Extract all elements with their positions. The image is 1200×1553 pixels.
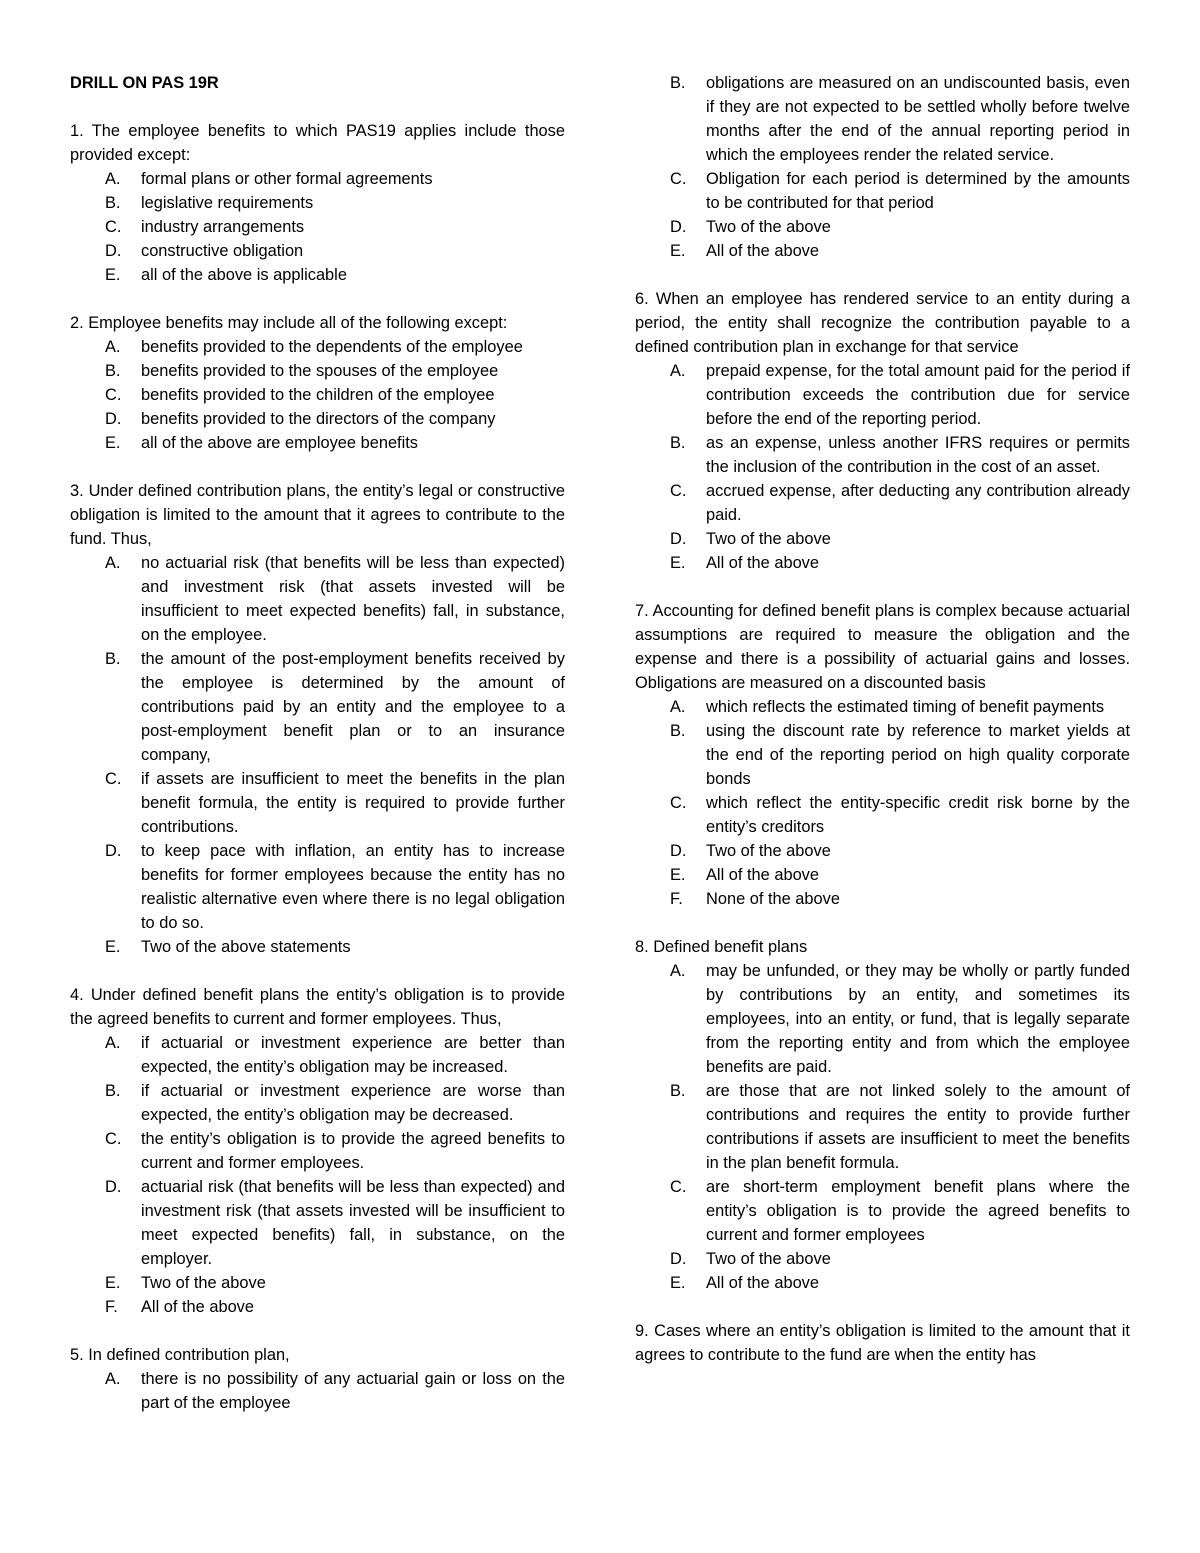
option-letter: D.	[105, 410, 122, 428]
option-text: Two of the above	[706, 218, 831, 236]
answer-option	[70, 551, 565, 647]
answer-option	[70, 239, 565, 263]
option-text: Two of the above statements	[141, 938, 351, 956]
option-letter: D.	[670, 218, 687, 236]
answer-option	[70, 335, 565, 359]
answer-option	[70, 359, 565, 383]
option-text: industry arrangements	[141, 218, 305, 236]
option-text: legislative requirements	[141, 194, 314, 212]
option-text: constructive obligation	[141, 242, 304, 260]
option-letter: D.	[670, 1250, 687, 1268]
question-item	[635, 599, 1130, 911]
question-item	[635, 1319, 1130, 1367]
answer-option	[70, 431, 565, 455]
option-text: accrued expense, after deducting any contribution already paid.	[706, 482, 1130, 524]
option-text: actuarial risk (that benefits will be less than expected) and investment risk (that assets invested will be insufficient to meet expected benefits) fall, in substance, on the employer.	[141, 1178, 565, 1268]
option-text: which reflect the entity-specific credit risk borne by the entity’s creditors	[706, 794, 1130, 836]
option-letter: E.	[670, 554, 686, 572]
answer-option	[635, 239, 1130, 263]
answer-option	[635, 839, 1130, 863]
option-letter: C.	[105, 386, 122, 404]
option-letter: C.	[670, 482, 687, 500]
option-text: no actuarial risk (that benefits will be less than expected) and investment risk (that assets invested will be insufficient to meet expected benefits) fall, in substance, on the employee.	[141, 554, 565, 644]
option-text: using the discount rate by reference to market yields at the end of the reporting period on high quality corporate bonds	[706, 722, 1130, 788]
question-stem: 6. When an employee has rendered service to an entity during a period, the entity shall recognize the contribution payable to a defined contribution plan in exchange for that service	[635, 290, 1130, 356]
option-text: the entity’s obligation is to provide the agreed benefits to current and former employees.	[141, 1130, 565, 1172]
question-item	[70, 119, 565, 287]
answer-option	[70, 647, 565, 767]
answer-option	[635, 71, 1130, 167]
option-letter: B.	[670, 74, 686, 92]
question-stem: 3. Under defined contribution plans, the entity’s legal or constructive obligation is limited to the amount that it agrees to contribute to the fund. Thus,	[70, 482, 565, 548]
option-letter: F.	[670, 890, 683, 908]
answer-option	[70, 263, 565, 287]
option-letter: D.	[670, 530, 687, 548]
right-column	[635, 71, 1130, 1391]
option-text: are short-term employment benefit plans where the entity’s obligation is to provide the agreed benefits to current and former employees	[706, 1178, 1130, 1244]
option-text: the amount of the post-employment benefits received by the employee is determined by the amount of contributions paid by an entity and the employee to a post-employment benefit plan or to an insurance company,	[141, 650, 565, 764]
option-letter: C.	[105, 1130, 122, 1148]
answer-option	[70, 215, 565, 239]
option-text: formal plans or other formal agreements	[141, 170, 433, 188]
option-letter: B.	[105, 650, 121, 668]
question-stem: 9. Cases where an entity’s obligation is limited to the amount that it agrees to contribute to the fund are when the entity has	[635, 1322, 1130, 1364]
option-text: if actuarial or investment experience are better than expected, the entity’s obligation may be increased.	[141, 1034, 565, 1076]
option-text: are those that are not linked solely to the amount of contributions and requires the entity to provide further contributions if assets are insufficient to meet the benefits in the plan benefit formula.	[706, 1082, 1130, 1172]
answer-option	[635, 431, 1130, 479]
question-item	[635, 935, 1130, 1295]
answer-option	[635, 527, 1130, 551]
option-letter: A.	[670, 362, 686, 380]
option-letter: E.	[105, 1274, 121, 1292]
option-letter: C.	[105, 770, 122, 788]
answer-option	[635, 719, 1130, 791]
option-text: prepaid expense, for the total amount paid for the period if contribution exceeds the contribution due for service before the end of the reporting period.	[706, 362, 1130, 428]
document-title: DRILL ON PAS 19R	[70, 74, 219, 92]
option-text: benefits provided to the directors of the company	[141, 410, 496, 428]
option-letter: A.	[105, 1370, 121, 1388]
answer-option	[70, 767, 565, 839]
answer-option	[70, 1295, 565, 1319]
option-text: if assets are insufficient to meet the benefits in the plan benefit formula, the entity is required to provide further contributions.	[141, 770, 565, 836]
option-letter: C.	[670, 1178, 687, 1196]
option-text: Two of the above	[706, 530, 831, 548]
option-letter: A.	[670, 962, 686, 980]
option-text: All of the above	[706, 1274, 819, 1292]
question-item	[70, 1343, 565, 1415]
option-text: benefits provided to the children of the employee	[141, 386, 495, 404]
question-stem: 1. The employee benefits to which PAS19 applies include those provided except:	[70, 122, 565, 164]
option-text: there is no possibility of any actuarial gain or loss on the part of the employee	[141, 1370, 565, 1412]
answer-option	[70, 1079, 565, 1127]
option-letter: B.	[105, 1082, 121, 1100]
option-letter: E.	[670, 242, 686, 260]
answer-option	[635, 1271, 1130, 1295]
option-letter: E.	[670, 1274, 686, 1292]
option-letter: B.	[670, 1082, 686, 1100]
option-letter: B.	[670, 722, 686, 740]
question-stem: 8. Defined benefit plans	[635, 938, 808, 956]
answer-option	[635, 791, 1130, 839]
option-text: which reflects the estimated timing of benefit payments	[706, 698, 1105, 716]
option-text: All of the above	[706, 242, 819, 260]
answer-option	[635, 551, 1130, 575]
option-text: Two of the above	[706, 1250, 831, 1268]
option-letter: A.	[105, 338, 121, 356]
option-text: if actuarial or investment experience are worse than expected, the entity’s obligation may be decreased.	[141, 1082, 565, 1124]
answer-option	[635, 887, 1130, 911]
option-text: All of the above	[141, 1298, 254, 1316]
option-letter: D.	[670, 842, 687, 860]
option-text: to keep pace with inflation, an entity has to increase benefits for former employees because the entity has no realistic alternative even where there is no legal obligation to do so.	[141, 842, 565, 932]
question-stem: 2. Employee benefits may include all of the following except:	[70, 314, 508, 332]
option-letter: B.	[670, 434, 686, 452]
option-letter: E.	[105, 266, 121, 284]
option-text: as an expense, unless another IFRS requires or permits the inclusion of the contribution in the cost of an asset.	[706, 434, 1130, 476]
answer-option	[70, 191, 565, 215]
option-letter: E.	[670, 866, 686, 884]
option-letter: C.	[105, 218, 122, 236]
option-letter: A.	[105, 1034, 121, 1052]
option-text: benefits provided to the dependents of the employee	[141, 338, 523, 356]
option-text: None of the above	[706, 890, 840, 908]
question-item	[635, 71, 1130, 263]
question-item	[70, 311, 565, 455]
answer-option	[70, 1127, 565, 1175]
answer-option	[635, 863, 1130, 887]
answer-option	[70, 383, 565, 407]
answer-option	[70, 167, 565, 191]
option-letter: F.	[105, 1298, 118, 1316]
answer-option	[635, 959, 1130, 1079]
option-letter: D.	[105, 842, 122, 860]
option-letter: E.	[105, 938, 121, 956]
answer-option	[635, 167, 1130, 215]
option-letter: B.	[105, 194, 121, 212]
answer-option	[70, 1175, 565, 1271]
question-item	[635, 287, 1130, 575]
answer-option	[635, 359, 1130, 431]
option-letter: D.	[105, 1178, 122, 1196]
answer-option	[70, 935, 565, 959]
question-item	[70, 479, 565, 959]
question-stem: 4. Under defined benefit plans the entity’s obligation is to provide the agreed benefits to current and former employees. Thus,	[70, 986, 565, 1028]
answer-option	[635, 695, 1130, 719]
left-column	[70, 71, 565, 1439]
option-letter: A.	[670, 698, 686, 716]
answer-option	[635, 1175, 1130, 1247]
option-text: may be unfunded, or they may be wholly or partly funded by contributions by an entity, and sometimes its employees, into an entity, or fund, that is legally separate from the reporting entity and from which the employee benefits are paid.	[706, 962, 1130, 1076]
option-text: Two of the above	[141, 1274, 266, 1292]
answer-option	[70, 407, 565, 431]
option-letter: A.	[105, 554, 121, 572]
answer-option	[635, 1079, 1130, 1175]
answer-option	[70, 1367, 565, 1415]
option-text: All of the above	[706, 554, 819, 572]
option-letter: C.	[670, 170, 687, 188]
option-letter: C.	[670, 794, 687, 812]
option-letter: B.	[105, 362, 121, 380]
question-stem: 7. Accounting for defined benefit plans is complex because actuarial assumptions are required to measure the obligation and the expense and there is a possibility of actuarial gains and losses. Obligations are measured on a discounted basis	[635, 602, 1130, 692]
answer-option	[70, 1271, 565, 1295]
question-stem: 5. In defined contribution plan,	[70, 1346, 290, 1364]
answer-option	[70, 1031, 565, 1079]
answer-option	[635, 215, 1130, 239]
option-text: all of the above are employee benefits	[141, 434, 419, 452]
option-letter: D.	[105, 242, 122, 260]
option-letter: E.	[105, 434, 121, 452]
option-text: All of the above	[706, 866, 819, 884]
answer-option	[70, 839, 565, 935]
answer-option	[635, 1247, 1130, 1271]
question-item	[70, 983, 565, 1319]
option-text: Two of the above	[706, 842, 831, 860]
option-text: all of the above is applicable	[141, 266, 347, 284]
answer-option	[635, 479, 1130, 527]
option-text: obligations are measured on an undiscounted basis, even if they are not expected to be settled wholly before twelve months after the end of the annual reporting period in which the employees render the related service.	[706, 74, 1130, 164]
option-text: benefits provided to the spouses of the employee	[141, 362, 499, 380]
option-letter: A.	[105, 170, 121, 188]
option-text: Obligation for each period is determined by the amounts to be contributed for that period	[706, 170, 1130, 212]
